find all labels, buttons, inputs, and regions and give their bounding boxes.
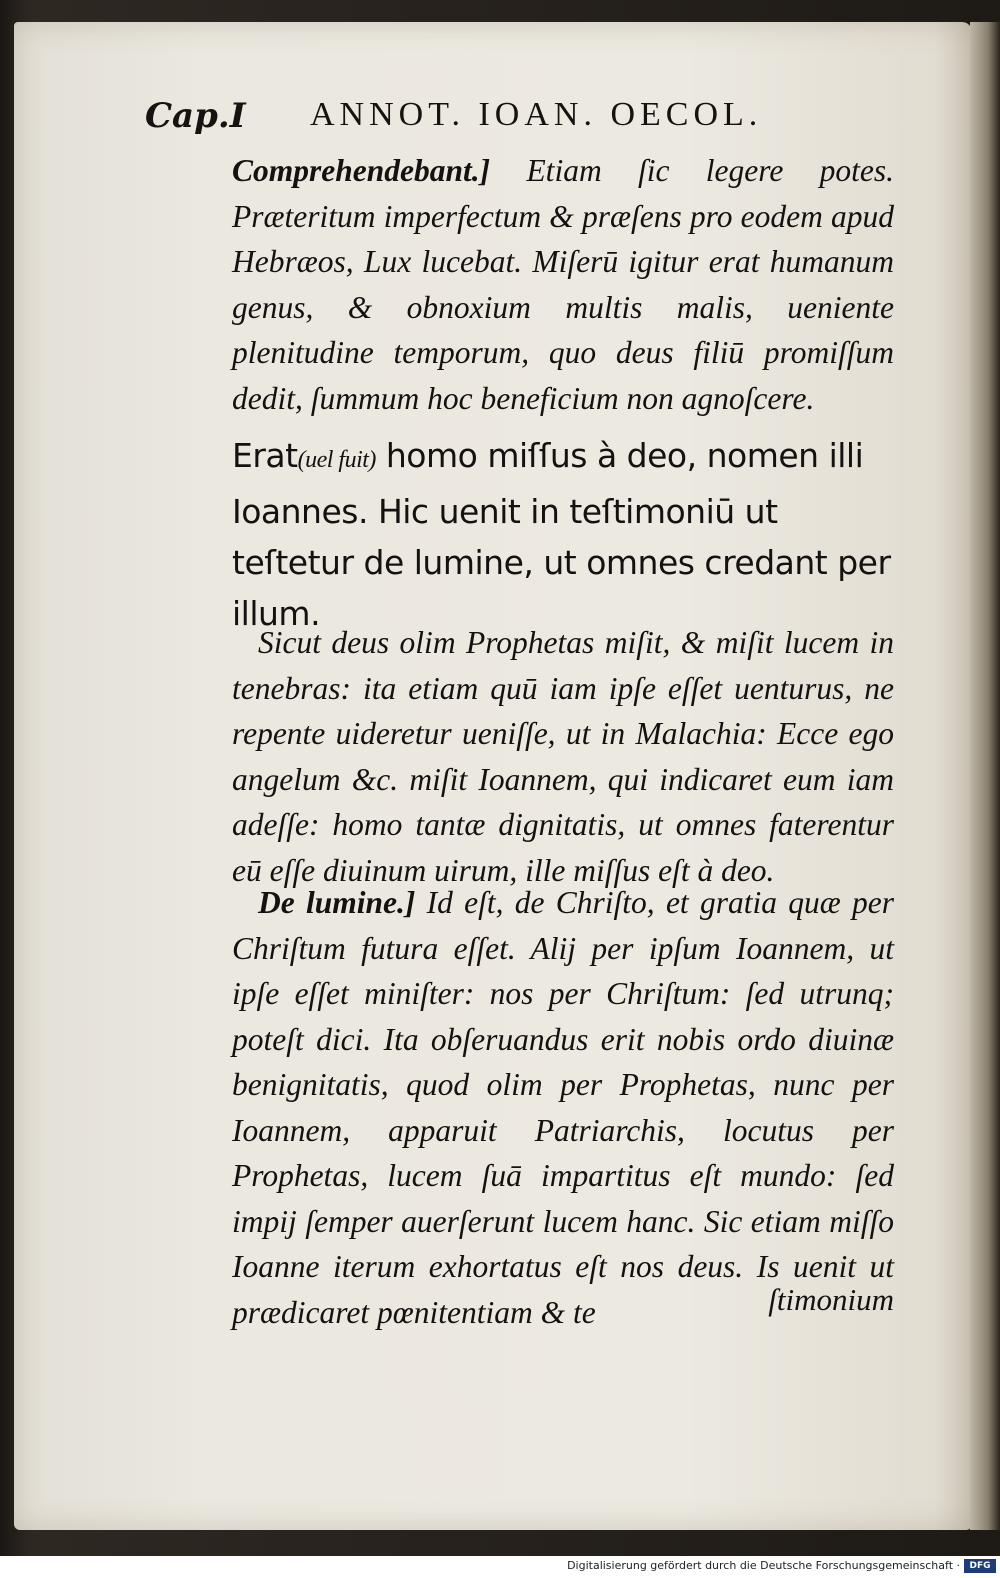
commentary-paragraph-1 bbox=[232, 148, 894, 421]
chapter-label: Cap.I bbox=[145, 96, 246, 136]
paragraph-3-text: Id eſt, de Chriſto, et gratia quæ per Chriſtum futura eſſet. Alij per ipſum Ioannem, ut ipſe eſſet miniſter: nos per Chriſtum: ſed utrunq; poteſt dici. Ita obſeruandus erit nobis ordo diuinæ benignitatis, quod olim per Prophetas, nunc per Ioannem, apparuit Patriarchis, locutus per Prophetas, lucem ſuā impartitus eſt mundo: ſed impij ſemper auerſerunt lucem hanc. Sic etiam miſſo Ioanne iterum exhortatus eſt nos deus. Is uenit ut prædicaret pœnitentiam & te bbox=[232, 885, 894, 1330]
page-edge bbox=[970, 22, 1000, 1530]
scripture-passage bbox=[232, 430, 894, 639]
lemma-de-lumine: De lumine.] bbox=[258, 885, 416, 920]
scripture-parenthesis: (uel fuit) bbox=[297, 447, 376, 473]
dfg-logo: DFG bbox=[964, 1559, 996, 1573]
scripture-erat: Erat bbox=[232, 436, 298, 475]
digitization-footer bbox=[0, 1556, 1000, 1578]
funding-credit: Digitalisierung gefördert durch die Deutsche Forschungsgemeinschaft · bbox=[567, 1559, 960, 1572]
running-title: ANNOT. IOAN. OECOL. bbox=[310, 96, 763, 133]
lemma-comprehendebant: Comprehendebant.] bbox=[232, 153, 491, 188]
commentary-paragraph-3 bbox=[232, 880, 894, 1335]
running-head bbox=[145, 96, 895, 142]
paragraph-2-text: Sicut deus olim Prophetas miſit, & miſit lucem in tenebras: ita etiam quū iam ipſe eſſet uenturus, ne repente uideretur ueniſſe, ut in Malachia: Ecce ego angelum &c. miſit Ioannem, qui indicaret eum iam adeſſe: homo tantæ dignitatis, ut omnes faterentur eū eſſe diuinum uirum, ille miſſus eſt à deo. bbox=[232, 625, 894, 888]
commentary-paragraph-2 bbox=[232, 620, 894, 893]
scripture-text: homo miſſus à deo, nomen illi Ioannes. Hic uenit in teſtimoniū ut teſtetur de lumine, ut omnes credant per illum. bbox=[232, 436, 891, 633]
paragraph-1-text: Etiam ſic legere potes. Præteritum imperfectum & præſens pro eodem apud Hebræos, Lux lucebat. Miſerū igitur erat humanum genus, & obnoxium multis malis, ueniente plenitudine temporum, quo deus filiū promiſſum dedit, ſummum hoc beneficium non agnoſcere. bbox=[232, 153, 894, 416]
catchword: ſtimonium bbox=[768, 1282, 894, 1317]
